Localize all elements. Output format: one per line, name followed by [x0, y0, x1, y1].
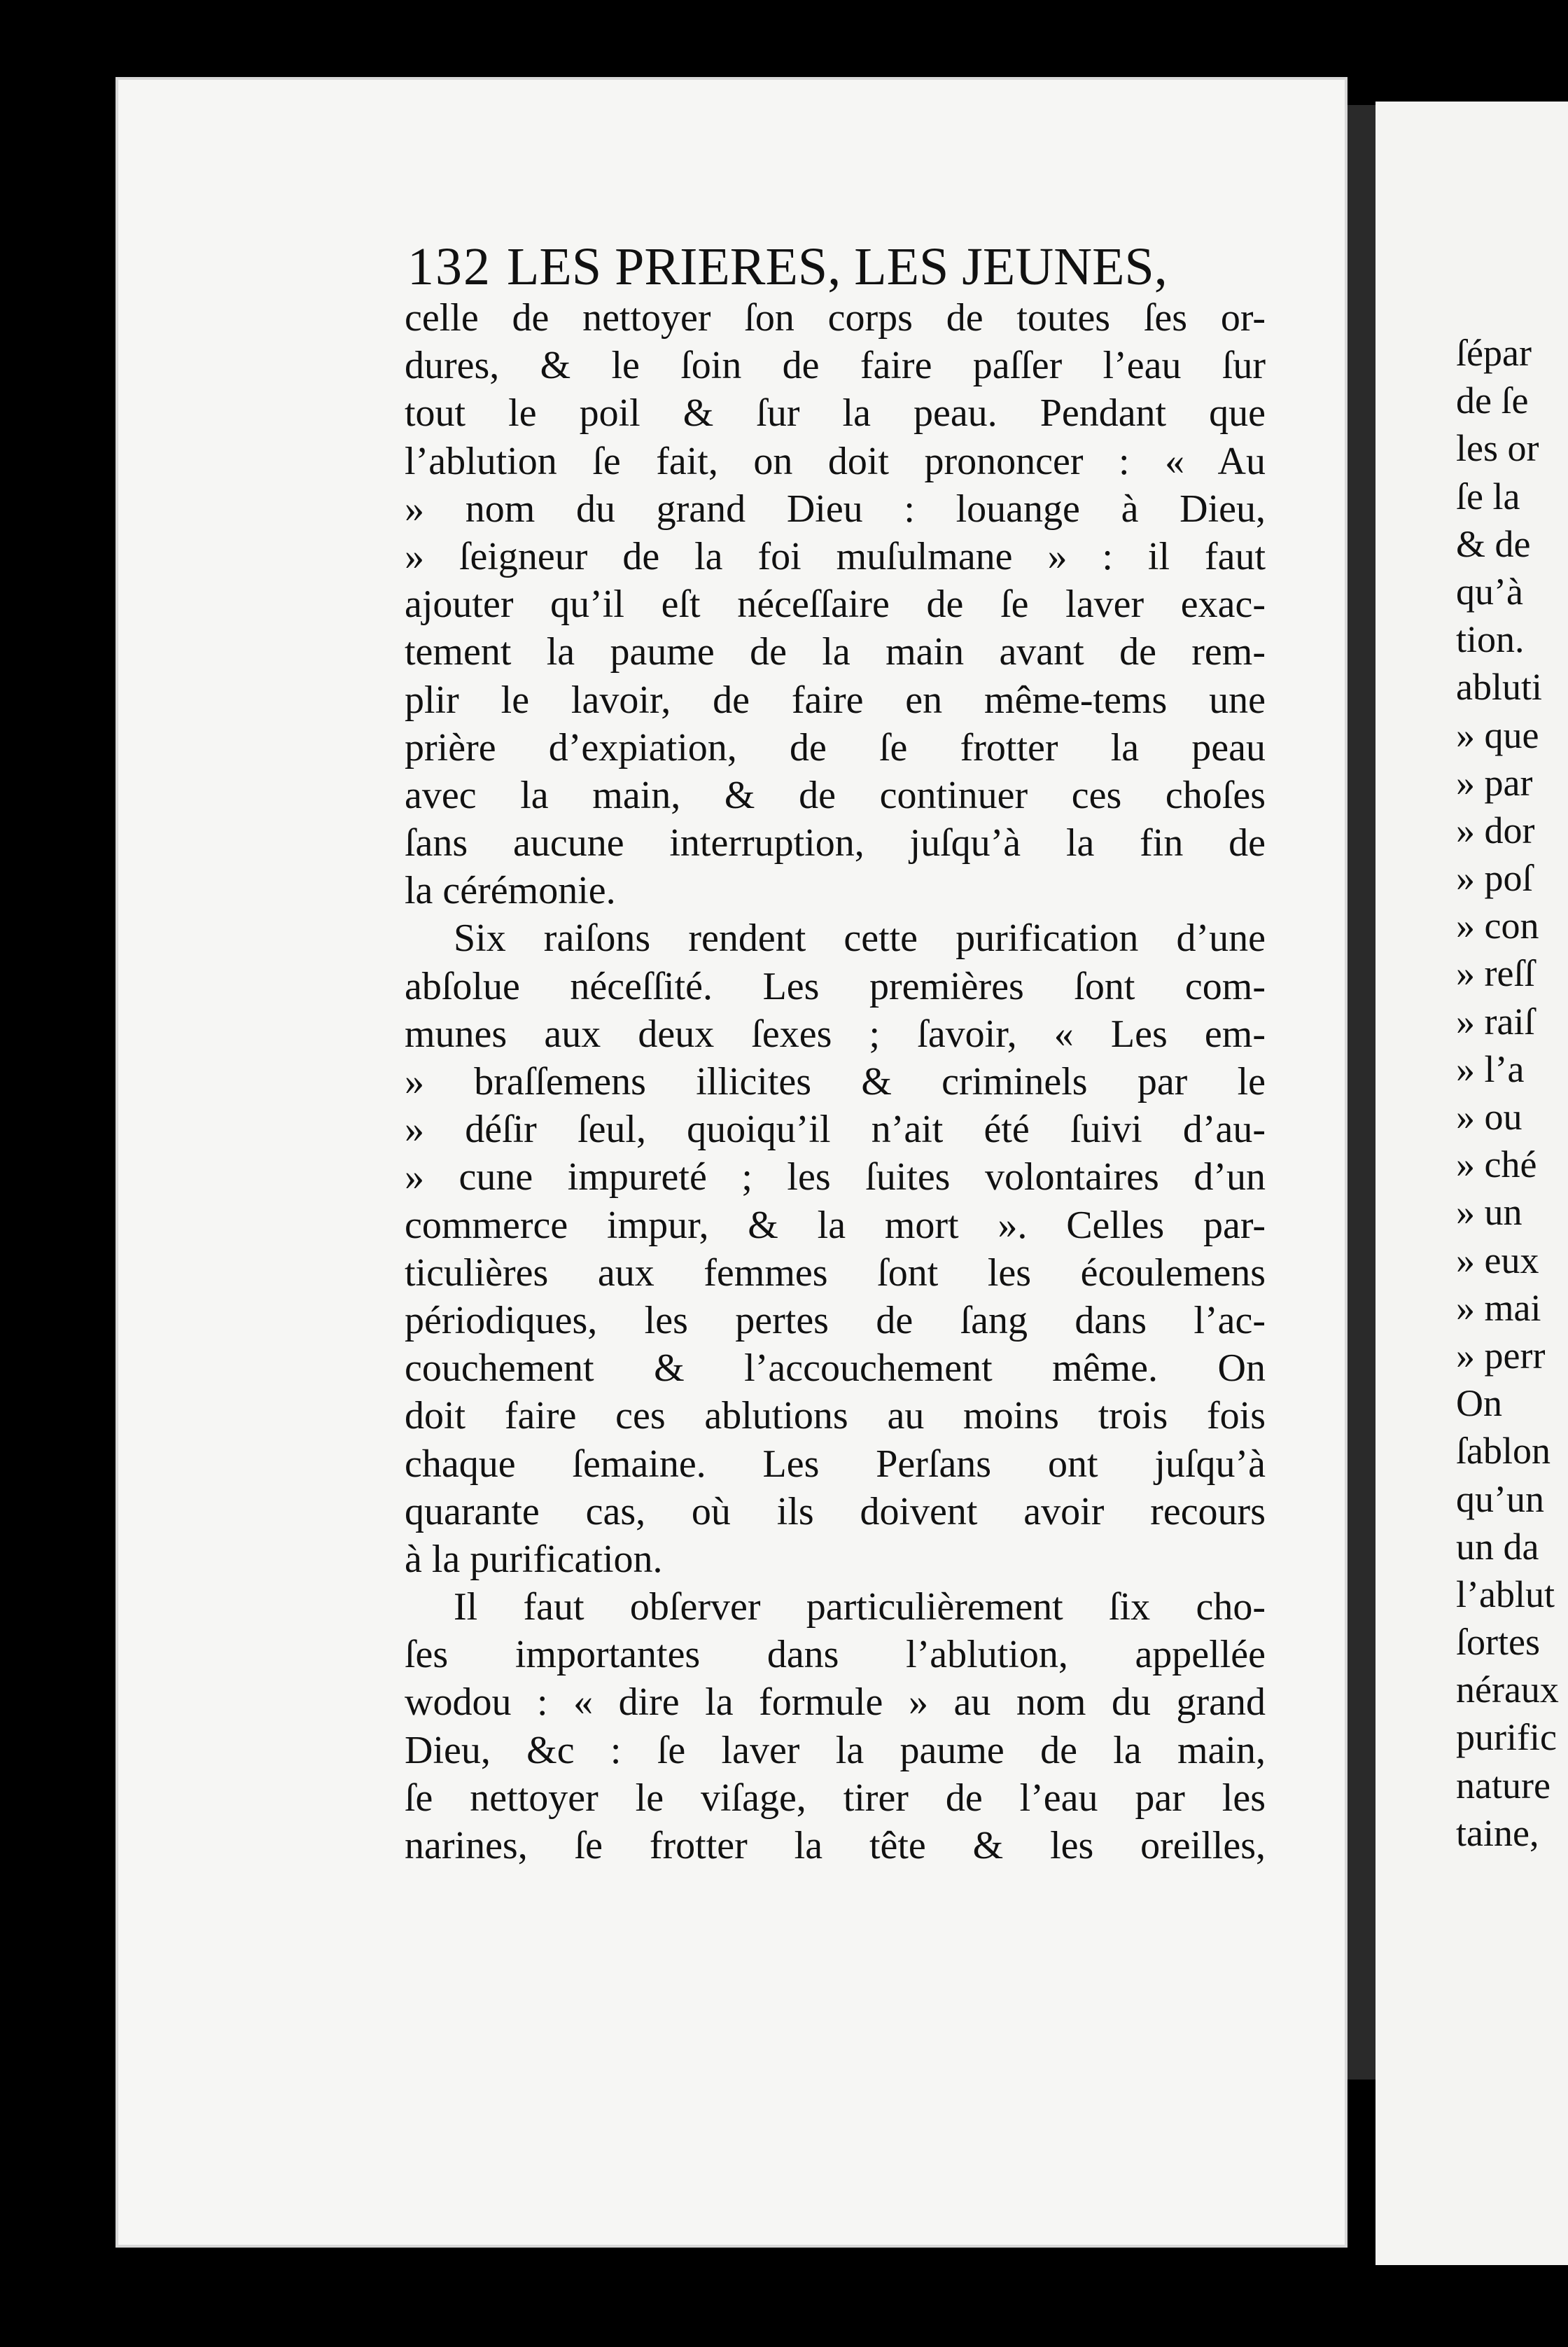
running-title: LES PRIERES, LES JEUNES,	[507, 237, 1168, 296]
text-line: » cune impureté ; les ſuites volontaires d’un	[405, 1155, 1266, 1199]
text-line: wodou : « dire la formule » au nom du grand	[405, 1680, 1266, 1725]
page-header	[407, 237, 1168, 298]
text-line: ſe nettoyer le viſage, tirer de l’eau par les	[405, 1776, 1266, 1820]
text-line: prière d’expiation, de ſe frotter la peau	[405, 725, 1266, 769]
right-page-line: » dor	[1456, 809, 1535, 851]
text-line: » ſeigneur de la foi muſulmane » : il faut	[405, 534, 1266, 578]
book-gutter	[1348, 105, 1376, 2080]
text-line: plir le lavoir, de faire en même-tems une	[405, 678, 1266, 722]
text-line: doit faire ces ablutions au moins trois fois	[405, 1394, 1266, 1438]
text-line: ticulières aux femmes ſont les écoulemens	[405, 1251, 1266, 1295]
page-number: 132	[407, 237, 491, 296]
right-page-line: ſortes	[1456, 1621, 1540, 1664]
right-page-text	[1456, 329, 1568, 1857]
right-page-line: ſablon	[1456, 1430, 1550, 1472]
text-line: Dieu, &c : ſe laver la paume de la main,	[405, 1728, 1266, 1772]
text-line: tout le poil & ſur la peau. Pendant que	[405, 391, 1266, 436]
right-page-line: » ché	[1456, 1143, 1537, 1186]
right-page-line: » l’a	[1456, 1047, 1525, 1090]
text-line: avec la main, & de continuer ces choſes	[405, 773, 1266, 817]
text-line: couchement & l’accouchement même. On	[405, 1346, 1266, 1391]
right-page-line: ſe la	[1456, 475, 1520, 517]
right-page-line: On	[1456, 1382, 1502, 1425]
right-page-line: qu’un	[1456, 1477, 1544, 1520]
text-line: commerce impur, & la mort ». Celles par-	[405, 1203, 1266, 1247]
right-page-line: » que	[1456, 713, 1539, 756]
right-page-line: » mai	[1456, 1286, 1541, 1329]
text-line: ſes importantes dans l’ablution, appellée	[405, 1633, 1266, 1677]
right-page-line: » eux	[1456, 1239, 1539, 1281]
right-page-line: nature	[1456, 1764, 1550, 1806]
right-page-line: » ou	[1456, 1096, 1522, 1138]
right-page-line: » reſſ	[1456, 952, 1535, 995]
right-page-line: de ſe	[1456, 379, 1529, 422]
right-page-line: un da	[1456, 1525, 1539, 1568]
text-line: Il faut obſerver particulièrement ſix cho-	[454, 1585, 1266, 1629]
right-page-line: » perr	[1456, 1334, 1546, 1377]
text-line: » nom du grand Dieu : louange à Dieu,	[405, 487, 1266, 531]
right-page-line: taine,	[1456, 1811, 1539, 1854]
right-page-line: néraux	[1456, 1669, 1559, 1711]
right-page-line: » poſ	[1456, 857, 1533, 900]
body-text	[405, 294, 1266, 1869]
text-line: munes aux deux ſexes ; ſavoir, « Les em-	[405, 1012, 1266, 1056]
right-page-line: ſépar	[1456, 332, 1532, 374]
right-page-line: qu’à	[1456, 570, 1523, 613]
text-line: ajouter qu’il eſt néceſſaire de ſe laver exac-	[405, 583, 1266, 627]
right-page-line: les or	[1456, 427, 1539, 470]
text-line: dures, & le ſoin de faire paſſer l’eau ſur	[405, 344, 1266, 388]
text-line: la cérémonie.	[405, 869, 616, 913]
text-line: » déſir ſeul, quoiqu’il n’ait été ſuivi d’au-	[405, 1108, 1266, 1152]
right-page-line: » raiſ	[1456, 1000, 1535, 1043]
right-page-line: abluti	[1456, 666, 1542, 709]
right-page-line: » par	[1456, 761, 1533, 804]
text-line: périodiques, les pertes de ſang dans l’ac-	[405, 1298, 1266, 1342]
text-line: ſans aucune interruption, juſqu’à la fin de	[405, 821, 1266, 865]
text-line: Six raiſons rendent cette purification d’une	[454, 917, 1266, 961]
text-line: narines, ſe frotter la tête & les oreilles,	[405, 1824, 1266, 1867]
right-page-line: » con	[1456, 905, 1539, 947]
right-page-line: purific	[1456, 1716, 1557, 1759]
text-line: à la purification.	[405, 1537, 663, 1581]
right-page-line: & de	[1456, 522, 1531, 565]
text-line: chaque ſemaine. Les Perſans ont juſqu’à	[405, 1442, 1266, 1486]
text-line: celle de nettoyer ſon corps de toutes ſes or-	[405, 296, 1266, 340]
text-line: » braſſemens illicites & criminels par le	[405, 1060, 1266, 1103]
right-page-line: » un	[1456, 1191, 1522, 1234]
text-line: abſolue néceſſité. Les premières ſont com-	[405, 964, 1266, 1008]
right-page-line: tion.	[1456, 618, 1525, 661]
text-line: tement la paume de la main avant de rem-	[405, 630, 1266, 674]
right-page-line: l’ablut	[1456, 1573, 1555, 1615]
text-line: l’ablution ſe fait, on doit prononcer : « Au	[405, 439, 1266, 483]
text-line: quarante cas, où ils doivent avoir recours	[405, 1489, 1266, 1533]
